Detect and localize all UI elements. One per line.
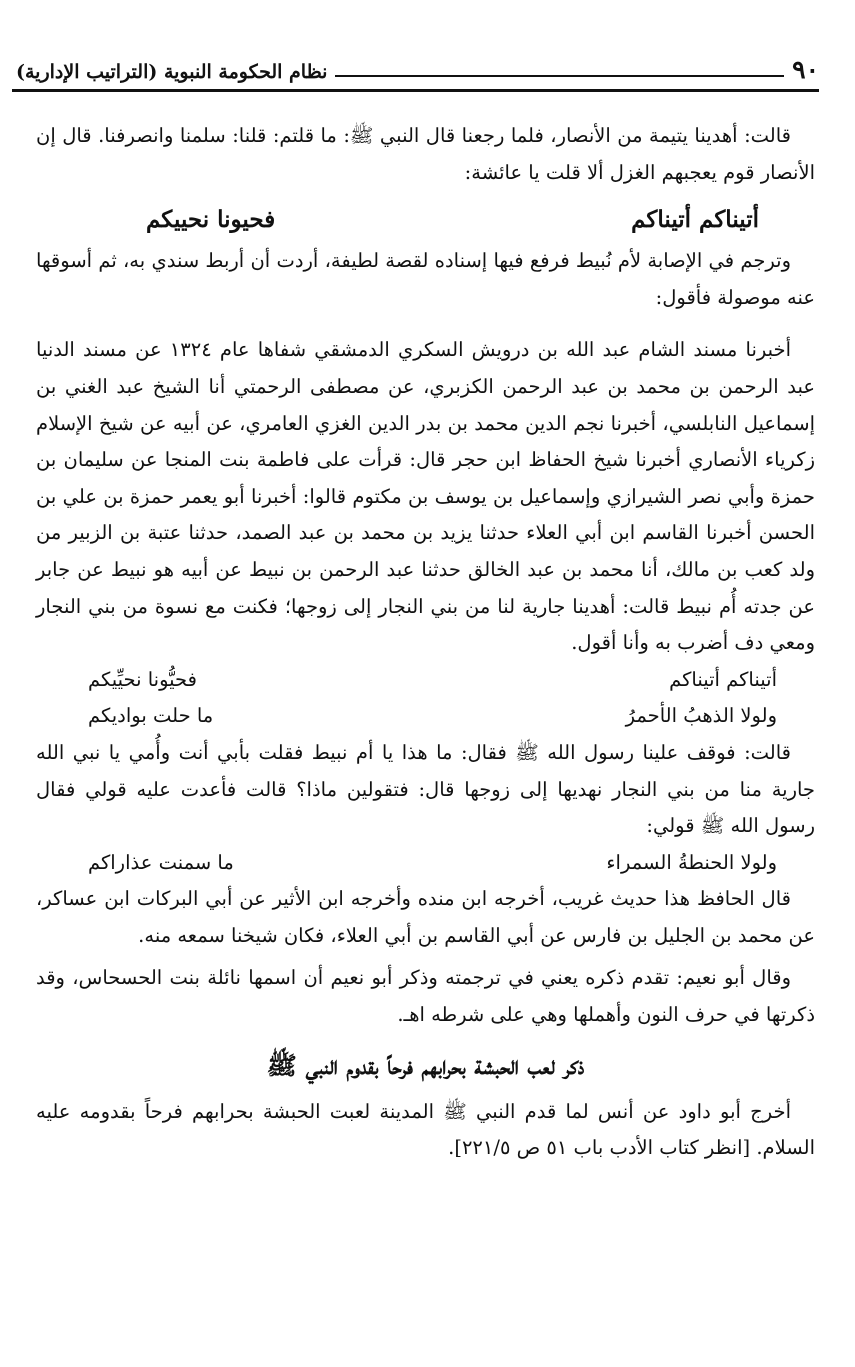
paragraph: أخرج أبو داود عن أنس لما قدم النبي ﷺ المدينة لعبت الحبشة بحرابهم فرحاً بقدومه عليه السلام. [انظر كتاب الأدب باب ٥١ ص ٢٢١/٥]. <box>36 1099 815 1160</box>
header-rule <box>12 89 819 92</box>
verse-first-hemistich: ولولا الذهبُ الأحمرُ <box>625 704 777 728</box>
verse-second-hemistich: ما حلت بواديكم <box>88 704 214 728</box>
paragraph: قال الحافظ هذا حديث غريب، أخرجه ابن منده وأخرجه ابن الأثير عن أبي البركات ابن عساكر، عن محمد بن الجليل بن فارس عن أبي القاسم بن أبي العلاء، فكان شيخنا سمعه منه. <box>36 887 815 947</box>
paragraph: وقال أبو نعيم: تقدم ذكره يعني في ترجمته وذكر أبو نعيم أن اسمها نائلة بنت الحسحاس، وقد ذكرتها في حرف النون وأهملها وهي على شرطه اهـ. <box>36 966 815 1027</box>
paragraph: قالت: أهدينا يتيمة من الأنصار، فلما رجعنا قال النبي ﷺ: ما قلتم: قلنا: سلمنا وانصرفنا. قال إن الأنصار قوم يعجبهم الغزل ألا قلت يا عائشة: <box>36 124 815 184</box>
verse-line <box>36 662 815 699</box>
header-line <box>335 75 784 77</box>
page-number: ٩٠ <box>792 55 819 84</box>
section-heading: ذكر لعب الحبشة بحرابهم فرحاً بقدوم النبي ﷺ <box>266 1050 585 1080</box>
verse-second-hemistich: فحيونا نحييكم <box>146 206 276 234</box>
verse-line <box>36 698 815 735</box>
verse-line <box>36 845 815 882</box>
verse-first-hemistich: ولولا الحنطةُ السمراء <box>606 850 777 874</box>
book-title: نظام الحكومة النبوية (التراتيب الإدارية) <box>16 61 328 83</box>
verse-first-hemistich: أتيناكم أتيناكم <box>631 206 759 234</box>
running-header <box>16 48 819 82</box>
paragraph: قالت: فوقف علينا رسول الله ﷺ فقال: ما هذا يا أم نبيط فقلت بأبي أنت وأُمي يا نبي الله جارية منا من بني النجار نهديها إلى زوجها قال: فتقولين ماذا؟ قالت فأعدت عليه قولي فقال رسول الله ﷺ قولي: <box>36 740 815 838</box>
verse-second-hemistich: ما سمنت عذاراكم <box>88 850 234 874</box>
paragraph: وترجم في الإصابة لأم نُبيط فرفع فيها إسناده لقصة لطيفة، أردت أن أربط سندي به، ثم أسوقها عنه موصولة فأقول: <box>36 249 815 309</box>
verse-first-hemistich: أتيناكم أتيناكم <box>669 667 777 691</box>
page-body <box>36 118 815 1327</box>
paragraph: أخبرنا مسند الشام عبد الله بن درويش السكري الدمشقي شفاها عام ١٣٢٤ عن مسند الدنيا عبد الرحمن بن محمد بن عبد الرحمن الكزبري، عن مصطفى الرحمتي أنا الشيخ عبد الغني بن إسماعيل النابلسي، أخبرنا نجم الدين محمد بن بدر الدين الغزي العامري، عن أبيه عن شيخ الإسلام زكرياء الأنصاري أخبرنا شيخ الحفاظ ابن حجر قال: قرأت على فاطمة بنت المنجا عن سليمان بن حمزة وأبي نصر الشيرازي وإسماعيل بن يوسف بن مكتوم قالوا: أخبرنا أبو يعمر حمزة بن علي بن الحسن أخبرنا القاسم ابن أبي العلاء حدثنا يزيد بن محمد بن عبد الصمد، حدثنا عتبة بن الزبير من ولد كعب بن مالك، أنا محمد بن عبد الخالق حدثنا عبد الرحمن بن نبيط عن أبيه هو نبيط عن جابر عن جدته أُم نبيط قالت: أهدينا جارية لنا من بني النجار إلى زوجها؛ فكنت مع نسوة من بني النجار ومعي دف أضرب به وأنا أقول. <box>36 338 815 655</box>
verse-second-hemistich: فحيُّونا نحيِّيكم <box>88 667 197 691</box>
verse-line <box>36 197 815 243</box>
